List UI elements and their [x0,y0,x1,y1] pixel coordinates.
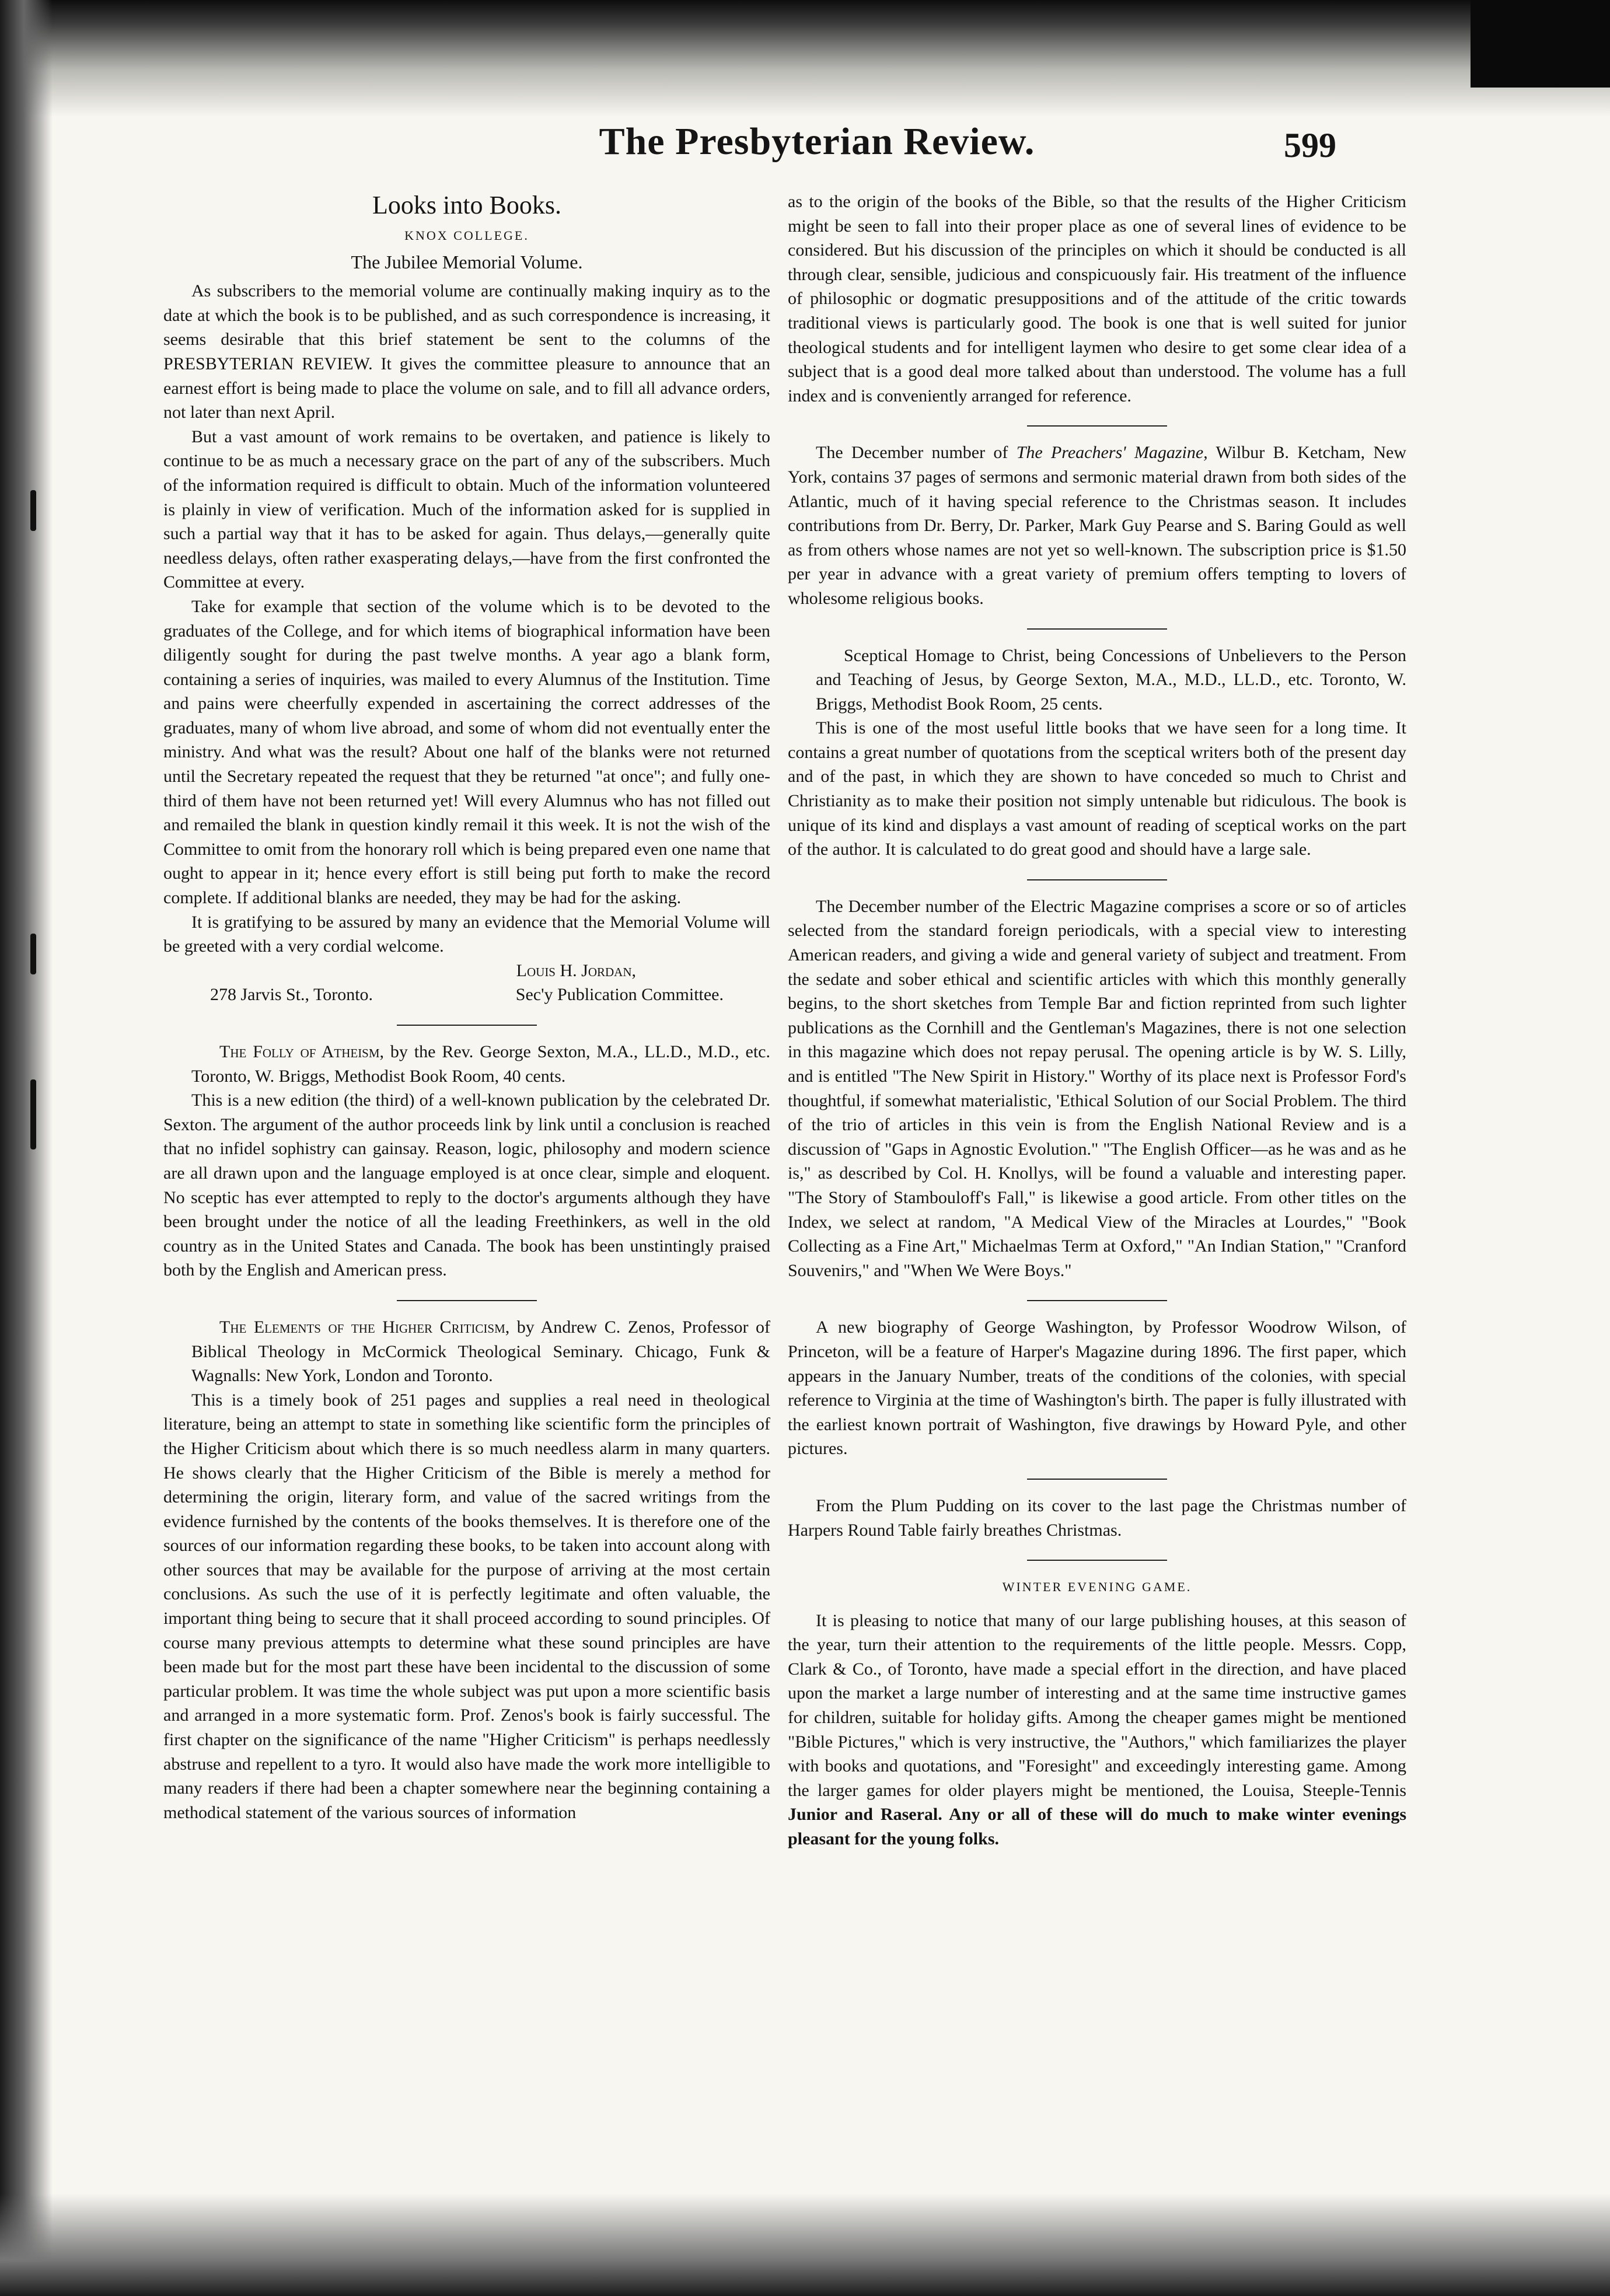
text-run: It is pleasing to notice that many of our large publishing houses, at this season of the year, turn their attention to the requirements of the little people. Messrs. Copp, Clark & Co., of Toronto, have made a special effort in the direction, and have placed upon the market a large number of interesting and at the same time instructive games for children, suitable for holiday gifts. Among the cheaper games might be mentioned "Bible Pictures," which is very instructive, the "Authors," which familiarizes the player with books and quotations, and "Foresight" and exceedingly interesting game. Among the larger games for older players might be mentioned, the Louisa, Steeple-Tennis [788,1610,1406,1800]
book-details: by Andrew C. Zenos, Professor of Biblical Theology in McCormick Theological Seminary. Chicago, Funk & Wagnalls: New York, London and Toronto. [191,1317,770,1386]
scan-corner-blot [1471,0,1610,88]
scan-edge-left [0,0,53,2296]
paragraph: But a vast amount of work remains to be overtaken, and patience is likely to continue to be as much a necessary grace on the part of any of the subscribers. Much of the information required is difficult to obtain. Much of the information volunteered is plainly in view of verification. Much of the information asked for is supplied in such a partial way that it has to be asked for again. Thus delays,—generally quite needless delays, often rather exasperating delays,—have from the first confronted the Committee at every. [163,427,770,592]
text-run: The December number of [816,443,1008,463]
margin-mark [30,1079,36,1149]
margin-mark [30,934,36,974]
section-rule [1027,1479,1167,1480]
review-paragraph: From the Plum Pudding on its cover to the last page the Christmas number of Harpers Round Table fairly breathes Christmas. [788,1495,1406,1540]
signature-address: 278 Jarvis St., Toronto. [210,985,373,1005]
book-title: The Elements of the Higher Criticism, [219,1317,510,1337]
signature-row [163,983,770,1007]
games-heading: WINTER EVENING GAME. [1002,1579,1192,1595]
section-subtitle: KNOX COLLEGE. [404,228,529,243]
magazine-title: The Preachers' Magazine, [1016,443,1208,463]
review-paragraph: This is a timely book of 251 pages and supplies a real need in theological literature, being an attempt to state in something like scientific form the principles of the Higher Criticism about which there is so much needless alarm in many quarters. He shows clearly that the Higher Criticism of the Bible is merely a method for determining the origin, literary form, and value of the sacred writings from the evidence furnished by the contents of the books themselves. It is therefore one of the sources of our information regarding these books, to be taken into account along with other sources that may be available for the purpose of arriving at the most certain conclusions. As such the use of it is perfectly legitimate and often valuable, the important thing being to secure that it shall proceed according to sound principles. Of course many previous attempts to determine what these sound principles are have been made but for the most part these have been incidental to the discussion of some particular problem. It was time the whole subject was put upon a more scientific basis and arranged in a more systematic form. Prof. Zenos's book is fairly successful. The first chapter on the significance of the name "Higher Criticism" is perhaps needlessly abstruse and repellent to a tyro. It would also have made the work more intelligible to many readers if there had been a chapter somewhere near the beginning containing a methodical statement of the various sources of information [163,1390,770,1822]
page-number: 599 [1284,126,1336,165]
margin-mark [30,490,36,531]
section-rule [397,1025,537,1026]
scan-edge-bottom [0,2194,1610,2296]
section-rule [1027,879,1167,880]
book-title: The Folly of Atheism, [219,1042,385,1061]
book-details: being Concessions of Unbelievers to the Person and Teaching of Jesus, by George Sexton, M.A., M.D., LL.D., etc. Toronto, W. Briggs, Methodist Book Room, 25 cents. [816,645,1406,714]
right-column [788,190,1406,1851]
paragraph: It is gratifying to be assured by many an evidence that the Memorial Volume will be greeted with a very cordial welcome. [163,912,770,956]
text-run: Wilbur B. Ketcham, New York, contains 37 pages of sermons and sermonic material drawn from both sides of the Atlantic, much of it having special reference to the Christmas season. It includes contributions from Dr. Berry, Dr. Parker, Mark Guy Pearse and S. Baring Gould as well as from others whose names are not yet so well-known. The subscription price is $1.50 per year in advance with a great variety of premium offers tempting to lovers of wholesome religious books. [788,443,1407,608]
review-paragraph [788,441,1406,610]
book-details: by the Rev. George Sexton, M.A., LL.D., M.D., etc. Toronto, W. Briggs, Methodist Book Room, 40 cents. [191,1042,770,1086]
section-title: Looks into Books. [372,191,561,219]
book-entry [163,1315,770,1388]
review-paragraph [788,1609,1406,1851]
review-paragraph: This is one of the most useful little books that we have seen for a long time. It contains a great number of quotations from the sceptical writers both of the present day and of the past, in which they are shown to have conceded so much to Christ and Christianity as to make their position not simply untenable but ridiculous. The book is unique of its kind and displays a vast amount of reading of sceptical works on the part of the author. It is calculated to do great good and should have a large sale. [788,718,1406,859]
paragraph: Take for example that section of the volume which is to be devoted to the graduates of the College, and for which items of biographical information have been diligently sought for during the past twelve months. A year ago a blank form, containing a series of inquiries, was mailed to every Alumnus of the Institution. Time and pains were cheerfully expended in ascertaining the correct addresses of the graduates, many of whom live abroad, and some of whom did not eventually enter the ministry. And what was the result? About one half of the blanks were not returned until the Secretary repeated the request that they be returned "at once"; and fully one-third of them have not been returned yet! Will every Alumnus who has not filled out and remailed the blank in question kindly remail it this week. It is not the wish of the Committee to omit from the honorary roll which is being prepared even one name that ought to appear in it; hence every effort is still being put forth to make the record complete. If additional blanks are needed, they may be had for the asking. [163,596,770,908]
section-rule [397,1300,537,1301]
section-rule [1027,1560,1167,1561]
text-run-bold: Junior and Raseral. Any or all of these will do much to make winter evenings pleasant for the young folks. [788,1805,1406,1849]
section-rule [1027,425,1167,427]
section-rule [1027,628,1167,630]
paragraph: As subscribers to the memorial volume are continually making inquiry as to the date at which the book is to be published, and as such correspondence is increasing, it seems desirable that this brief statement be sent to the columns of the PRESBYTERIAN REVIEW. It gives the committee pleasure to announce that an earnest effort is being made to place the volume on sale, and to fill all advance orders, not later than next April. [163,281,770,422]
book-entry [788,644,1406,717]
review-paragraph: This is a new edition (the third) of a well-known publication by the celebrated Dr. Sexton. The argument of the author proceeds link by link until a conclusion is reached that no infidel sophistry can gainsay. Reason, logic, philosophy and modern science are all drawn upon and the language employed is at once clear, simple and eloquent. No sceptic has ever attempted to reply to the doctor's arguments although they have been brought under the notice of all the leading Freethinkers, as well in the old country as in the United States and Canada. The book has been unstintingly praised both by the English and American press. [163,1091,770,1280]
book-entry [163,1040,770,1088]
review-paragraph: A new biography of George Washington, by Professor Woodrow Wilson, of Princeton, will be a feature of Harper's Magazine during 1896. The first paper, which appears in the January Number, treats of the conditions of the colonies, with special reference to Virginia at the time of Washington's birth. The paper is fully illustrated with the earliest known portrait of Washington, five drawings by Howard Pyle, and other pictures. [788,1318,1406,1459]
signature-name: Louis H. Jordan, [516,960,636,980]
review-paragraph-continued: as to the origin of the books of the Bible, so that the results of the Higher Criticism might be seen to fall into their proper place as one of several lines of evidence to be considered. But his discussion of the principles on which it should be conducted is all through clear, sensible, judicious and conspicuously fair. His treatment of the influence of philosophic or dogmatic presuppositions and of the attitude of the critic towards traditional views is particularly good. The book is one that is well suited for junior theological students and for intelligent laymen who desire to get some clear idea of a subject that is a good deal more talked about than understood. The volume has a full index and is conveniently arranged for reference. [788,192,1406,406]
review-paragraph: The December number of the Electric Magazine comprises a score or so of articles selected from the standard foreign periodicals, with a special view to interesting American readers, and giving a wide and general variety of subject and treatment. From the sedate and sober ethical and scientific articles with which this monthly generally begins, to the short sketches from Temple Bar and fiction reprinted from such lighter publications as the Cornhill and the Gentleman's Magazines, there is not one selection in this magazine which does not repay perusal. The opening article is by W. S. Lilly, and is entitled "The New Spirit in History." Worthy of its place next is Professor Ford's thoughtful, if somewhat materialistic, 'Ethical Solution of our Social Problem. The third of the trio of articles in this vein is from the English National Review and is a discussion of "Gaps in Agnostic Evolution." "The English Officer—as he was and as he is," as described by Col. H. Knollys, will be found a valuable and interesting paper. "The Story of Stambouloff's Fall," is likewise a good article. From other titles on the Index, we select at random, "A Medical View of the Miracles at Lourdes," "Book Collecting as a Fine Art," Michaelmas Term at Oxford," "An Indian Station," "Cranford Souvenirs," and "When We Were Boys." [788,896,1406,1280]
running-header: The Presbyterian Review. [599,120,1035,163]
left-column [163,190,770,1825]
book-title: Sceptical Homage to Christ, [844,645,1049,665]
section-rule [1027,1300,1167,1301]
article-title: The Jubilee Memorial Volume. [351,251,583,272]
scan-edge-top [0,0,1610,117]
signature-role: Sec'y Publication Committee. [515,985,724,1005]
